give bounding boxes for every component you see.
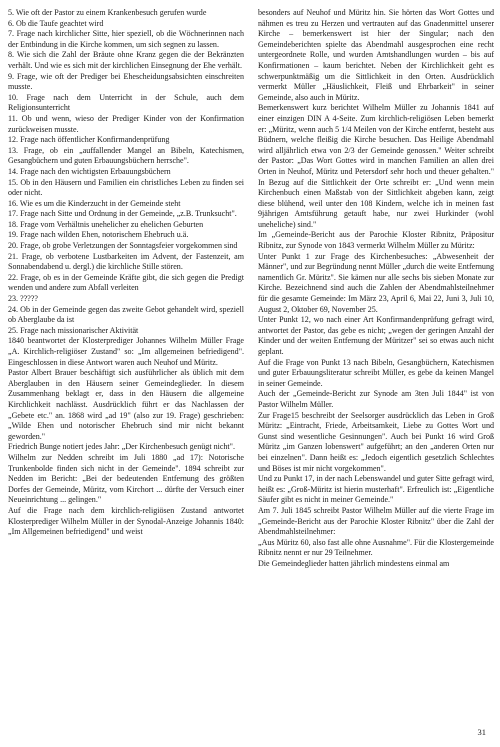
paragraph-point-13: Auf die Frage von Punkt 13 nach Bibeln, Gesangbüchern, Katechismen und guter Erbauungsliteratur schreibt Müller, es gebe da keinen Mangel in seiner Gemeinde. — [258, 357, 494, 388]
paragraph-question-15-16: Zur Frage15 beschreibt der Seelsorger ausdrücklich das Leben in Groß Müritz: „Eintracht, Friede, Arbeitsamkeit, Liebe zu Gottes Wort und Gunst sind wesentliche Gesinnungen". Auch bei Punkt 16 wird Groß Müritz „im Ganzen lobenswert" aufgeführt; an den „anderen Orten nur bei einzelnen". Dann heißt es: „Jedoch eigentlich gesetzlich Schlechtes und Böses ist mir nicht vorgekommen". — [258, 410, 494, 473]
paragraph-point-1: Unter Punkt 1 zur Frage des Kirchenbesuches: „Abwesenheit der Männer", und zur Begründung nennt Müller „durch die weite Entfernung namentlich Gr. Müritz". Sie kämen nur alle sechs bis sieben Monate zur Kirche. Bezeichnend sind auch die Zahlen der Abendmahlsteilnehmer für die gesamte Gemeinde: Im März 23, April 6, Mai 22, Juni 3, Juli 10, August 2, Oktober 69, November 25. — [258, 251, 494, 314]
paragraph-bunge: Friedrich Bunge notiert jedes Jahr: „Der Kirchenbesuch genügt nicht". — [8, 442, 235, 452]
item-25: 25. Frage nach missionarischer Aktivität — [8, 325, 139, 335]
right-text-column — [258, 8, 494, 569]
paragraph-1840-answer: 1840 beantwortet der Klosterprediger Johannes Wilhelm Müller Frage „A. Kirchlich-religiöser Zustand" so: „Im allgemeinen befriedigend". Eingeschlossen in diese Antwort waren auch Neuhof und Müritz. — [8, 336, 244, 367]
paragraph-mueller-1840: Auf die Frage nach dem kirchlich-religiösen Zustand antwortet Klosterprediger Wilhelm Müller in der Synodal-Anzeige Johannis 1840: „Im Allgemeinen befriedigend" und weist — [8, 505, 244, 537]
item-13: 13. Frage, ob ein „auffallender Mangel an Bibeln, Katechismen, Gesangbüchern und guten Erbauungsbüchern herrsche". — [8, 145, 244, 166]
paragraph-1843-report-intro: Im „Gemeinde-Bericht aus der Parochie Kloster Ribnitz, Präpositur Ribnitz, zur Synode von 1843 vermerkt Wilhelm Müller zu Müritz: — [258, 230, 494, 251]
item-19: 19. Frage nach wilden Ehen, notorischem Ehebruch u.ä. — [8, 230, 189, 240]
paragraph-1845-report: Am 7. Juli 1845 schreibt Pastor Wilhelm Müller auf die vierte Frage im „Gemeinde-Bericht aus der Parochie Kloster Ribnitz" über die Zahl der Abendmahlsteilnehmer: — [258, 505, 494, 537]
paragraph-neuhof-mueritz: besonders auf Neuhof und Müritz hin. Sie hörten das Wort Gottes und nähmen es treu zu Herzen und vertrauten auf das Gnadenmittel unserer Kirche – bemerkenswert ist hier der Singular; nach den Gemeindeberichten spielte das Abendmahl ausgesprochen eine recht untergeordnete Rolle, und wurden Amtshandlungen wurden – bis auf Konfirmationen – kaum berichtet. Neben der Kirchlichkeit geht es schwerpunktmäßig um die Sittlichkeit in den Orten. Ausdrücklich vermerkt Müller „Häuslichkeit, Fleiß und Ehrbarkeit" in seiner Gemeinde, also auch in Müritz. — [258, 8, 494, 102]
item-22: 22. Frage, ob es in der Gemeinde Kräfte gibt, die sich gegen die Predigt wenden und andere zum Abfall verleiten — [8, 272, 244, 293]
item-24: 24. Ob in der Gemeinde gegen das zweite Gebot gehandelt wird, speziell ob Aberglaube da ist — [8, 304, 244, 325]
item-7: 7. Frage nach kirchlicher Sitte, hier speziell, ob die Wöchnerinnen nach der Entbindung in die Kirche kommen, um sich segnen zu lassen. — [8, 29, 244, 49]
item-12: 12. Frage nach öffentlicher Konfirmandenprüfung — [8, 135, 170, 145]
paragraph-brauer: Pastor Albert Brauer beschäftigt sich ausführlicher als üblich mit dem Aberglauben in den Häusern seiner Gemeindeglieder. In diesem Zusammenhang beklagt er, dass in den Häusern die allgemeine Kirchlichkeit nachlässt. Ausdrücklich führt er das Nachlassen der „Gebete etc." an. 1868 wird „ad 19" (also zur 19. Frage) geschrieben: „Wilde Ehen und notorischer Ehebruch sind mir nicht bekannt geworden." — [8, 368, 244, 441]
item-17: 17. Frage nach Sitte und Ordnung in der Gemeinde, „z.B. Trunksucht". — [8, 209, 237, 219]
paragraph-closing: Die Gemeindeglieder hatten jährlich mindestens einmal am — [258, 558, 450, 568]
paragraph-mueritz-60: „Aus Müritz 60, also fast alle ohne Ausnahme". Für die Klostergemeinde Ribnitz nennt er nur 29 Teilnehmer. — [258, 537, 494, 558]
page-number: 31 — [477, 727, 486, 737]
item-16: 16. Wie es um die Kinderzucht in der Gemeinde steht — [8, 198, 181, 208]
item-23: 23. ????? — [8, 294, 38, 304]
item-18: 18. Frage vom Verhältnis unehelicher zu ehelichen Geburten — [8, 219, 204, 229]
paragraph-zur-nedden: Wilhelm zur Nedden schreibt im Juli 1880 „ad 17): Notorische Trunkenbolde finden sich nicht in der Gemeinde". 1894 schreibt zur Nedden im Bericht: „Bei der bedeutenden Entfernung des größten Dorfes der Gemeinde, Müritz, vom Kirchort ... dürfte der Versuch einer Neueinrichtung ... gelingen." — [8, 452, 244, 505]
item-5: 5. Wie oft der Pastor zu einem Krankenbesuch gerufen wurde — [8, 8, 207, 17]
item-14: 14. Frage nach den wichtigsten Erbauungsbüchern — [8, 166, 171, 176]
item-21: 21. Frage, ob verbotene Lustbarkeiten im Advent, der Fastenzeit, am Sonnabendabend u. dergl.) die kirchliche Stille stören. — [8, 251, 244, 272]
paragraph-1844-report: Auch der „Gemeinde-Bericht zur Synode am 3ten Juli 1844" ist von Pastor Wilhelm Müller. — [258, 389, 494, 409]
item-11: 11. Ob und wenn, wieso der Prediger Kinder von der Konfirmation zurückweisen musste. — [8, 113, 244, 134]
paragraph-1841-report: Bemerkenswert kurz berichtet Wilhelm Müller zu Johannis 1841 auf einer einzigen DIN A 4-Seite. Zum kirchlich-religiösen Leben bemerkt er: „Müritz, wenn auch 5 1/4 Meilen von der Kirche entfernt, besteht aus Büdnern, welche fleißig die Kirche besuchen. Das Heilige Abendmahl wird alljährlich etwa von 2/3 der Gemeinde genossen." Weiter schreibt der Pastor: „Das Wort Gottes wird in manchen Familien an allen drei Orten in Neuhof, Müritz und Petersdorf sehr hoch und theuer gehalten." In Bezug auf die Sittlichkeit der Orte schreibt er: „Und wenn mein Kirchenbuch einen Maßstab von der Sittlichkeit abgeben kann, zeigt diese blühend, weil unter den 108 Kindern, welche ich in meinen fast 9jährigen Amtsführung getauft habe, nur zwei Hurkinder (wohl uneheliche) sind." — [258, 103, 494, 229]
item-9: 9. Frage, wie oft der Prediger bei Ehescheidungsabsichten einschreiten musste. — [8, 71, 244, 92]
item-15: 15. Ob in den Häusern und Familien ein christliches Leben zu finden sei oder nicht. — [8, 177, 244, 198]
item-6: 6. Ob die Taufe geachtet wird — [8, 18, 104, 28]
paragraph-point-17: Und zu Punkt 17, in der nach Lebenswandel und guter Sitte gefragt wird, heißt es: „Groß-Müritz ist hierin musterhaft". Erfreulich ist: „Eigentliche Säufer gibt es nicht in meiner Gemeinde." — [258, 474, 494, 505]
item-20: 20. Frage, ob grobe Verletzungen der Sonntagsfeier vorgekommen sind — [8, 241, 238, 251]
item-8: 8. Wie sich die Zahl der Bräute ohne Kranz gegen die der Bekränzten verhält. Und wie es sich mit der kirchlichen Einsegnung der Ehe verhält. — [8, 50, 244, 70]
paragraph-point-12: Unter Punkt 12, wo nach einer Art Konfirmandenprüfung gefragt wird, antwortet der Pastor, das gebe es nicht; „wegen der geringen Anzahl der Kinder und der weiten Entfernung der Müritzer" sei so etwas auch nicht geplant. — [258, 315, 494, 356]
left-text-column — [8, 8, 244, 538]
item-10: 10. Frage nach dem Unterricht in der Schule, auch dem Religionsunterricht — [8, 92, 244, 113]
